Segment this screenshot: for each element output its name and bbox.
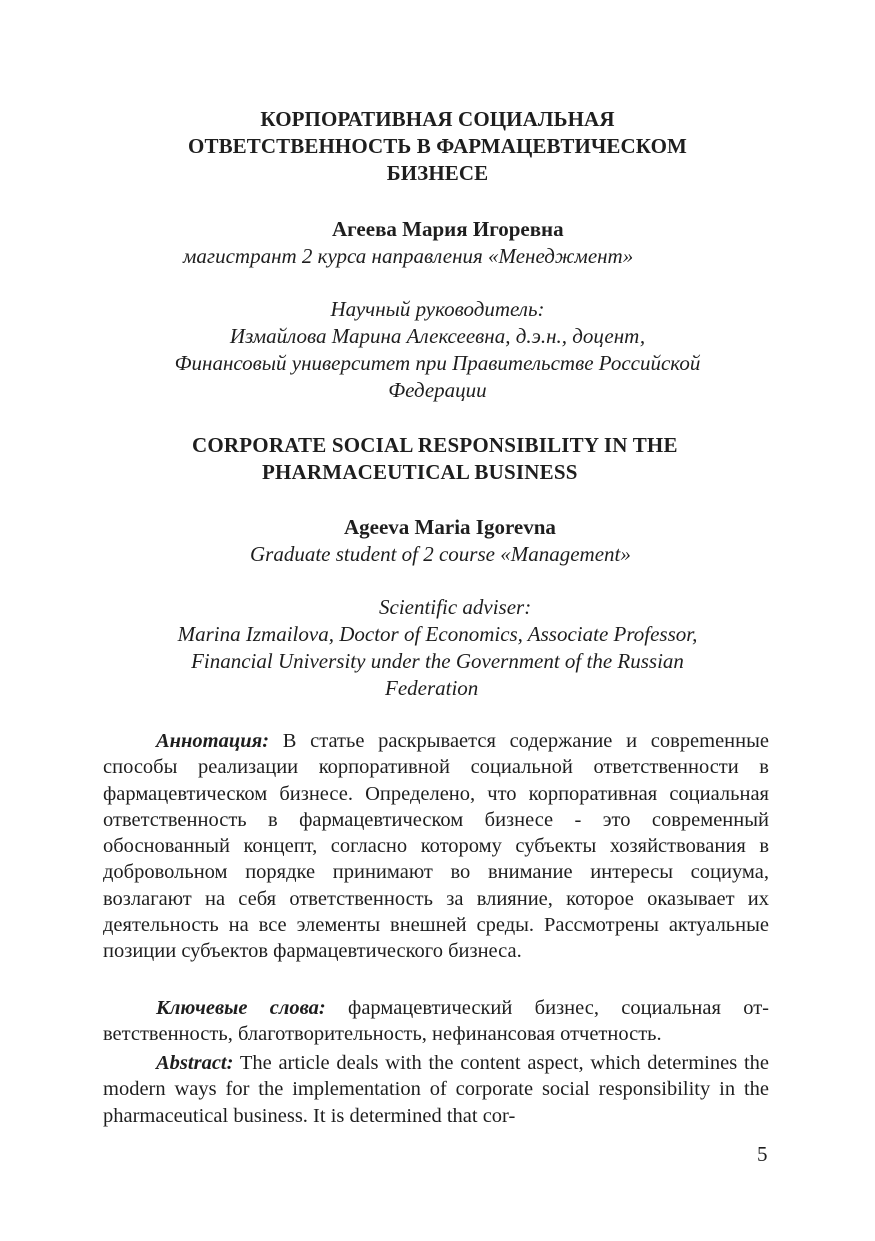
abstract-text: The article deals with the content aspect, which determines the modern ways for the implementation of corporate social responsibility in the pharmaceutical business. It is determined that cor- <box>103 1052 769 1127</box>
adviser-label-ru: Научный руководитель: <box>330 297 545 321</box>
title-en-line-2: PHARMACEUTICAL BUSINESS <box>262 460 578 484</box>
abstract-label: Abstract: <box>156 1052 234 1074</box>
adviser-label-en: Scientific adviser: <box>379 595 532 619</box>
title-ru-line-3: БИЗНЕСЕ <box>386 161 489 185</box>
author-name-ru: Агеева Мария Игоревна <box>332 217 564 241</box>
page-number: 5 <box>757 1142 768 1166</box>
keywords-label: Ключевые слова: <box>156 997 326 1019</box>
adviser-line-1-ru: Измайлова Марина Алексеевна, д.э.н., доцент, <box>229 324 646 348</box>
abstract-paragraph <box>103 1050 769 1129</box>
author-position-en: Graduate student of 2 course «Management» <box>250 542 631 566</box>
keywords-text: фармацевтический бизнес, социальная ответственность, благотворительность, нефинансовая отчетность. <box>103 997 769 1046</box>
annotation-paragraph <box>103 728 769 965</box>
keywords-paragraph <box>103 995 769 1048</box>
adviser-line-3-en: Federation <box>385 676 479 700</box>
adviser-line-2-en: Financial University under the Government of the Russian <box>191 649 684 673</box>
author-name-en: Ageeva Maria Igorevna <box>344 515 556 539</box>
adviser-line-1-en: Marina Izmailova, Doctor of Economics, Associate Professor, <box>177 622 698 646</box>
author-position-ru: магистрант 2 курса направления «Менеджмент» <box>183 244 634 268</box>
annotation-label: Аннотация: <box>156 730 270 752</box>
title-ru-line-2: ОТВЕТСТВЕННОСТЬ В ФАРМАЦЕВТИЧЕСКОМ <box>188 134 687 158</box>
title-ru-line-1: КОРПОРАТИВНАЯ СОЦИАЛЬНАЯ <box>260 107 615 131</box>
adviser-line-2-ru: Финансовый университет при Правительстве Российской <box>174 351 701 375</box>
title-en-line-1: CORPORATE SOCIAL RESPONSIBILITY IN THE <box>192 433 678 457</box>
adviser-line-3-ru: Федерации <box>388 378 487 402</box>
annotation-text: В статье раскрывается содержание и совреmенные способы реализации корпоративной социальной ответственности в фармацевтическом бизнесе. Определено, что корпоративная социальная ответственность в фармацевтическом бизнесе - это современный обоснованный концепт, согласно которому субъекты хозяйствования в добровольном порядке принимают во внимание интересы социума, возлагают на себя ответственность за влияние, которое оказывает их деятельность на все элементы внешней среды. Рассмотрены актуальные позиции субъектов фармацевтического бизнеса. <box>103 730 769 963</box>
